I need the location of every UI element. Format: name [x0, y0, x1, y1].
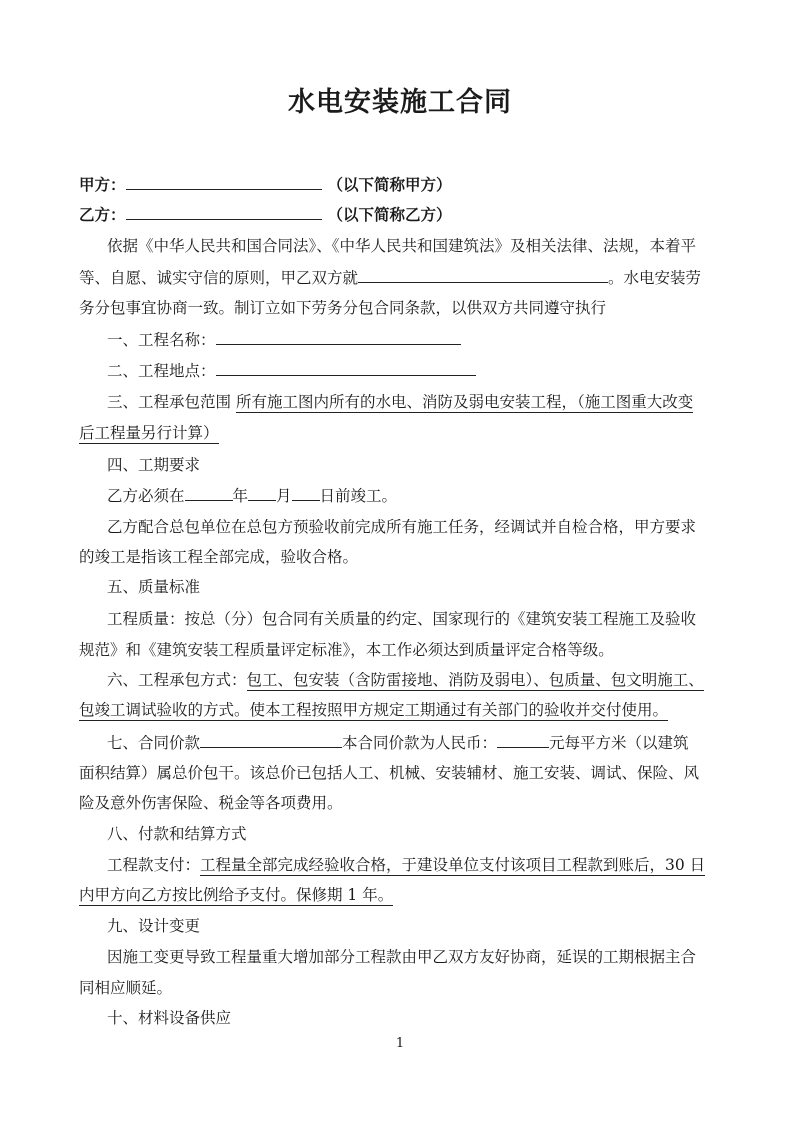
- payment-label: 工程款支付：: [107, 856, 201, 874]
- quality-line-1: 工程质量：按总（分）包合同有关质量的约定、国家现行的《建筑安装工程施工及验收: [107, 610, 697, 628]
- design-change-line-1: 因施工变更导致工程量重大增加部分工程款由甲乙双方友好协商，延误的工期根据主合: [107, 948, 697, 966]
- quality-line-2: 规范》和《建筑安装工程质量评定标准》，本工作必须达到质量评定合格等级。: [79, 641, 614, 659]
- month-text: 月: [276, 487, 292, 505]
- price-line-1: [107, 733, 689, 753]
- quality-heading: 五、质量标准: [107, 578, 201, 596]
- party-b-blank[interactable]: [126, 205, 322, 220]
- price-text-b: 本合同价款为人民币：: [342, 734, 498, 752]
- project-location-blank[interactable]: [216, 361, 476, 376]
- project-name-label: 一、工程名称：: [107, 331, 216, 349]
- day-blank[interactable]: [292, 486, 320, 501]
- price-line-3: 险及意外伤害保险、税金等各项费用。: [79, 794, 343, 812]
- price-blank[interactable]: [200, 733, 342, 748]
- scope-line-2: [79, 423, 219, 443]
- party-a-label: 甲方：: [79, 175, 126, 194]
- completion-text-a: 乙方必须在: [107, 487, 185, 505]
- party-a-suffix: （以下简称甲方）: [327, 175, 452, 194]
- price-label: 七、合同价款: [107, 734, 201, 752]
- document-title: 水电安装施工合同: [288, 87, 512, 118]
- scope-text-1: 所有施工图内所有的水电、消防及弱电安装工程，（施工图重大改变: [235, 393, 694, 411]
- scope-line-1: [107, 392, 693, 412]
- payment-text-2: 内甲方向乙方按比例给予支付。保修期 1 年。: [79, 886, 394, 904]
- contract-method-line-1: [107, 670, 704, 690]
- schedule-para-line-2: 的竣工是指该工程全部完成，验收合格。: [79, 548, 359, 566]
- project-location-line: [107, 361, 476, 381]
- intro-line-2: [79, 268, 701, 288]
- intro-line-1: 依据《中华人民共和国合同法》、《中华人民共和国建筑法》及相关法律、法规，本着平: [107, 237, 697, 255]
- project-location-label: 二、工程地点：: [107, 362, 216, 380]
- scope-label: 三、工程承包范围: [107, 393, 236, 411]
- intro-line-2-b: 。水电安装劳: [608, 269, 702, 287]
- price-text-c: 元每平方米（以建筑: [549, 734, 689, 752]
- design-change-heading: 九、设计变更: [107, 917, 201, 935]
- year-blank[interactable]: [185, 486, 233, 501]
- party-a-line: [79, 175, 452, 195]
- schedule-para-line-1: 乙方配合总包单位在总包方预验收前完成所有施工任务，经调试并自检合格，甲方要求: [107, 518, 697, 536]
- party-a-blank[interactable]: [126, 175, 322, 190]
- page-number: 1: [395, 1036, 405, 1051]
- completion-text-d: 日前竣工。: [319, 487, 398, 505]
- project-name-blank[interactable]: [216, 330, 461, 345]
- payment-heading: 八、付款和结算方式: [107, 825, 247, 843]
- schedule-heading: 四、工期要求: [107, 456, 201, 474]
- contract-method-text-2: 包竣工调试验收的方式。使本工程按照甲方规定工期通过有关部门的验收并交付使用。: [79, 701, 669, 719]
- design-change-line-2: 同相应顺延。: [79, 979, 173, 997]
- payment-line-2: [79, 885, 393, 905]
- year-text: 年: [232, 487, 249, 505]
- completion-date-line: [107, 486, 397, 506]
- contract-method-line-2: [79, 700, 668, 720]
- payment-line-1: [107, 855, 705, 875]
- party-b-line: [79, 205, 452, 225]
- project-name-line: [107, 330, 461, 350]
- price-line-2: 面积结算）属总价包干。该总价已包括人工、机械、安装辅材、施工安装、调试、保险、风: [79, 764, 700, 782]
- party-b-suffix: （以下简称乙方）: [327, 205, 452, 224]
- contract-method-text-1: 包工、包安装（含防雷接地、消防及弱电）、包质量、包文明施工、: [246, 671, 704, 689]
- intro-line-3: 务分包事宜协商一致。制订立如下劳务分包合同条款，以供双方共同遵守执行: [79, 299, 607, 317]
- intro-line-2-a: 等、自愿、诚实守信的原则，甲乙双方就: [79, 269, 359, 287]
- contract-method-label: 六、工程承包方式：: [107, 671, 247, 689]
- party-b-label: 乙方：: [79, 205, 126, 224]
- payment-text-1: 工程量全部完成经验收合格，于建设单位支付该项目工程款到账后，30 日: [200, 856, 706, 874]
- project-blank[interactable]: [358, 268, 608, 283]
- unit-price-blank[interactable]: [497, 733, 549, 748]
- month-blank[interactable]: [248, 486, 276, 501]
- materials-heading: 十、材料设备供应: [107, 1009, 232, 1027]
- scope-text-2: 后工程量另行计算）: [79, 424, 219, 442]
